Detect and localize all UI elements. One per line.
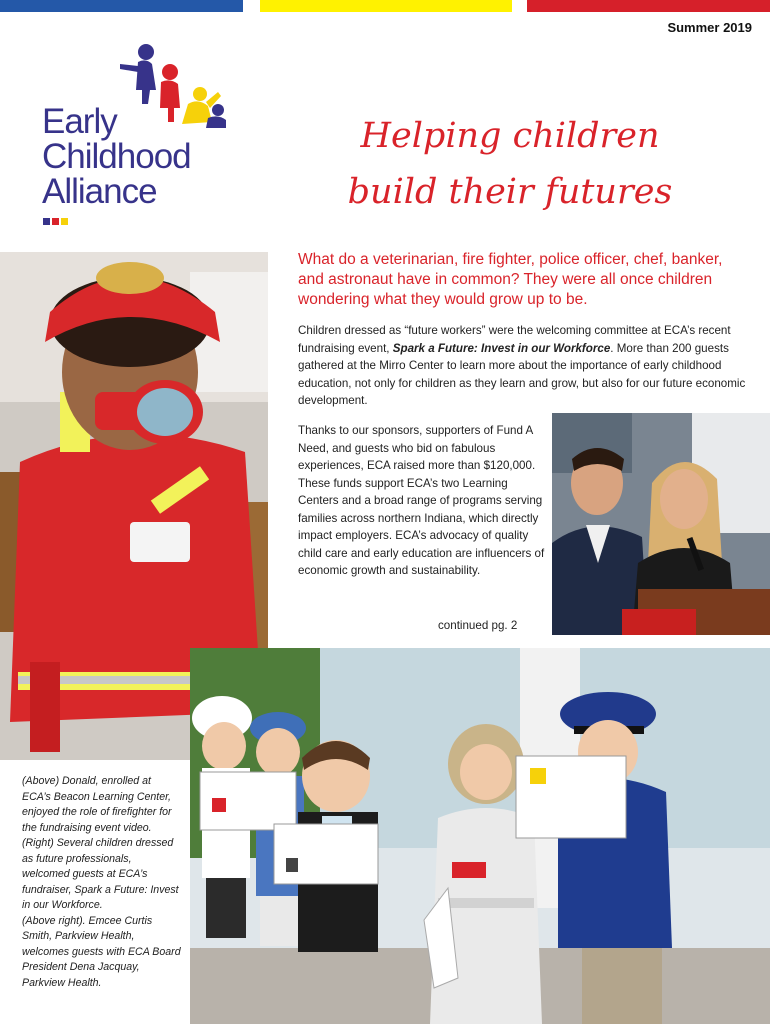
continued-note: continued pg. 2 bbox=[438, 619, 518, 632]
top-stripe-blue bbox=[0, 0, 243, 12]
body-paragraph-2: Thanks to our sponsors, supporters of Fund A Need, and guests who bid on fabulous experiences, ECA raised more than $120,000. These funds support ECA’s two Learning Centers and a broad range of programs serving families across northern Indiana, which directly impact employers. ECA’s advocacy of quality child care and early education are influencers of economic growth and sustainability. bbox=[298, 424, 545, 577]
emcees-at-podium-photo-icon bbox=[552, 413, 770, 635]
caption-line-3: (Above right). Emcee Curtis Smith, Parkview Health, welcomes guests with ECA Board President Dena Jacquay, Parkview Health. bbox=[22, 914, 181, 989]
para1-text-end: . More than 200 guests gathered at the Mirro Center to learn more about the importance of early childhood education, not only for children as they learn and grow, but also for our future economic development. bbox=[298, 341, 746, 407]
logo-square-yellow bbox=[61, 218, 68, 225]
event-name: Spark a Future: Invest in our Workforce bbox=[392, 341, 611, 355]
logo-square-red bbox=[52, 218, 59, 225]
body-paragraph-1 bbox=[298, 322, 748, 410]
logo-word-childhood: Childhood bbox=[42, 137, 191, 176]
para1-text-start: Children dressed as “future workers” were the welcoming committee at ECA’s recent fundraising event, bbox=[298, 324, 731, 355]
photo-caption bbox=[22, 774, 182, 991]
top-stripe-red bbox=[527, 0, 770, 12]
logo-color-squares bbox=[43, 218, 68, 225]
caption-line-2: (Right) Several children dressed as future professionals, welcomed guests at ECA’s fundraiser, Spark a Future: Invest in our Workforce. bbox=[22, 837, 179, 911]
logo-square-blue bbox=[43, 218, 50, 225]
caption-line-1: (Above) Donald, enrolled at ECA’s Beacon Learning Center, enjoyed the role of firefighter for the fundraising event video. bbox=[22, 775, 172, 834]
page-headline bbox=[300, 108, 720, 220]
children-in-costumes-photo-icon bbox=[190, 648, 770, 1024]
children-costumes-photo bbox=[190, 648, 770, 1024]
top-stripe-yellow bbox=[260, 0, 512, 12]
logo-wordmark bbox=[42, 104, 191, 209]
issue-date: Summer 2019 bbox=[667, 20, 752, 35]
logo-word-alliance: Alliance bbox=[42, 172, 157, 211]
lead-paragraph: What do a veterinarian, fire fighter, police officer, chef, banker, and astronaut have in common? They were all once children wondering what they would grow up to be. bbox=[298, 251, 723, 308]
eca-logo bbox=[40, 38, 230, 228]
logo-word-early: Early bbox=[42, 102, 117, 141]
headline-line-2: build their futures bbox=[347, 172, 673, 212]
headline-line-1: Helping children bbox=[360, 116, 660, 156]
emcees-photo bbox=[552, 413, 770, 635]
